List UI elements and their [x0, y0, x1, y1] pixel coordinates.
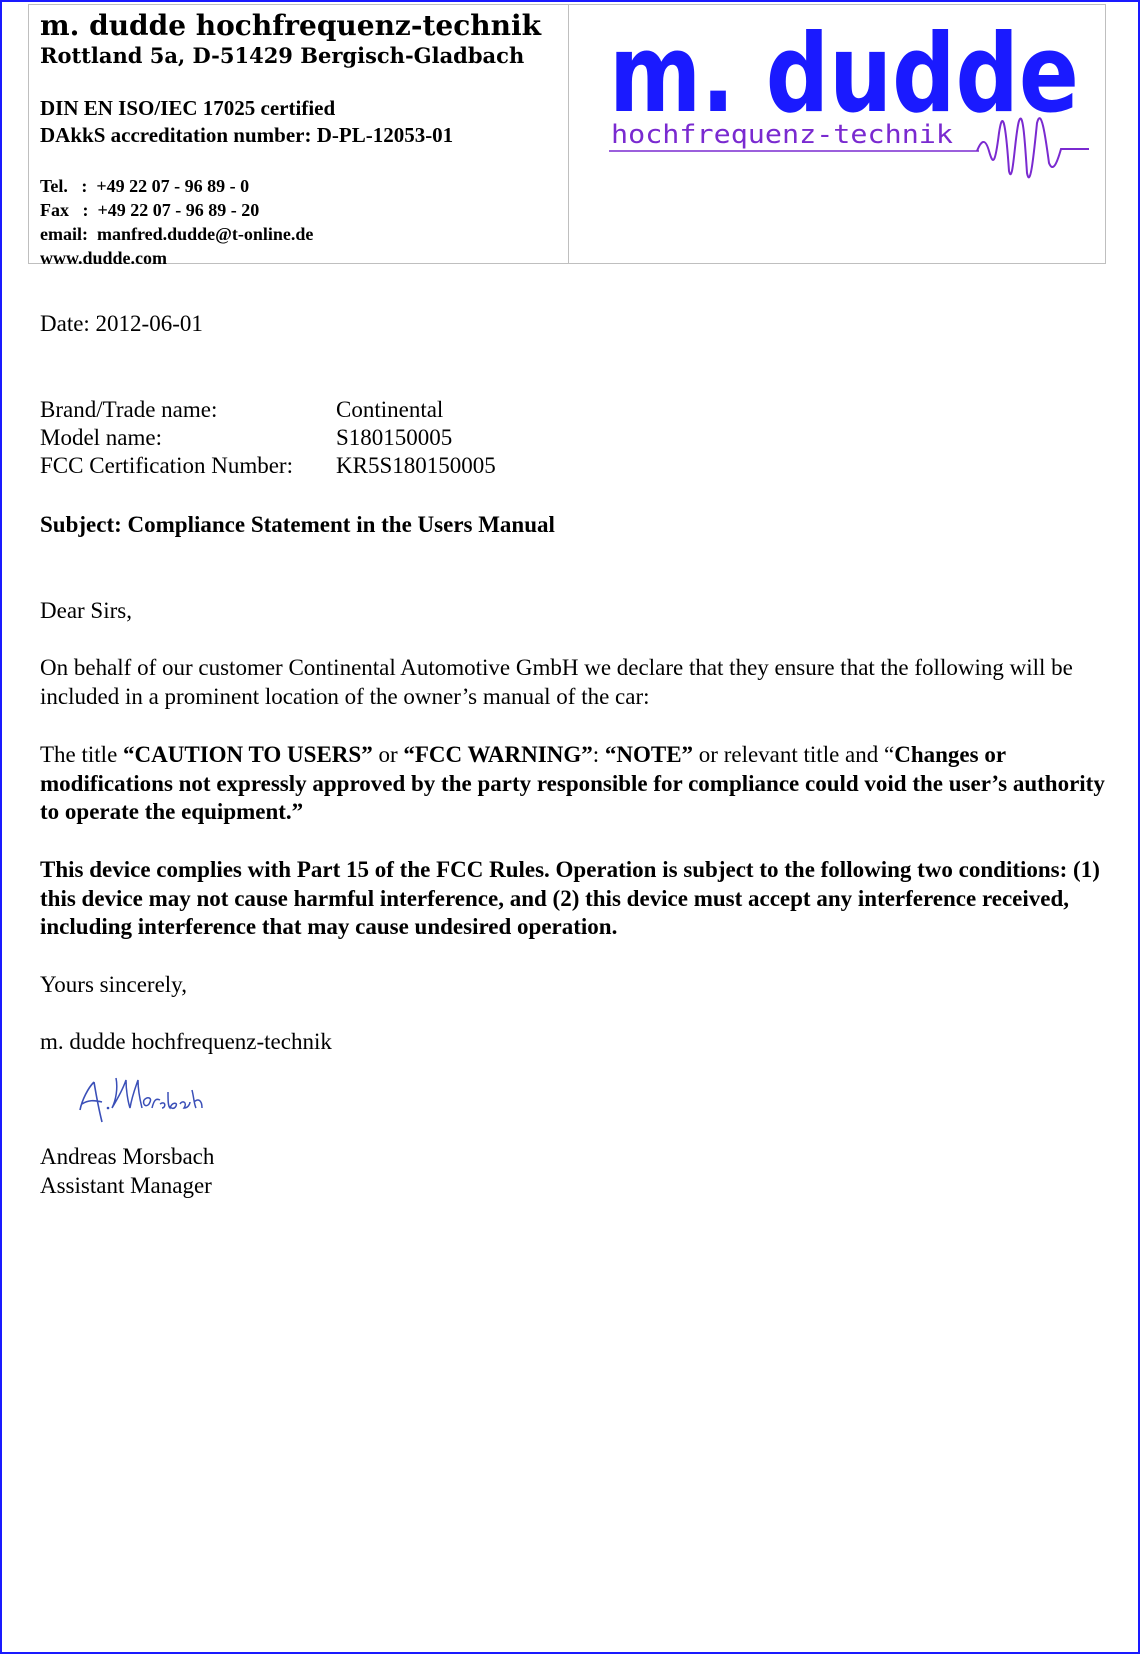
caution-text-2: or	[372, 742, 404, 767]
caution-title: “CAUTION TO USERS”	[123, 742, 373, 767]
caution-paragraph	[40, 741, 1110, 827]
brand-row	[40, 396, 496, 424]
spacer	[40, 149, 568, 174]
letter-date: Date: 2012-06-01	[40, 311, 203, 336]
caution-text-1: The title	[40, 742, 124, 767]
intro-paragraph: On behalf of our customer Continental Automotive GmbH we declare that they ensure that the following will be included in a prominent location of the owner’s manual of the car:	[40, 655, 1073, 709]
fcc-number-value: KR5S180150005	[336, 453, 496, 478]
letter-subject: Subject: Compliance Statement in the Users Manual	[40, 512, 555, 537]
product-info	[40, 396, 496, 480]
model-label: Model name:	[40, 425, 162, 450]
signoff-company: m. dudde hochfrequenz-technik	[40, 1029, 332, 1054]
iso-certification: DIN EN ISO/IEC 17025 certified	[40, 96, 336, 120]
closing: Yours sincerely,	[40, 972, 187, 997]
logo-sub-text: hochfrequenz-technik	[611, 120, 954, 150]
company-logo	[609, 13, 1089, 183]
letterhead	[28, 4, 1106, 268]
phone-number: Tel. : +49 22 07 - 96 89 - 0	[40, 176, 250, 196]
fax-number: Fax : +49 22 07 - 96 89 - 20	[40, 200, 260, 220]
caution-text-4: or relevant title and “	[693, 742, 895, 767]
model-value: S180150005	[336, 425, 453, 450]
handwritten-signature	[72, 1070, 212, 1130]
fcc-number-label: FCC Certification Number:	[40, 453, 293, 478]
brand-label: Brand/Trade name:	[40, 397, 218, 422]
dakks-accreditation: DAkkS accreditation number: D-PL-12053-01	[40, 123, 454, 147]
logo-main-text: m. dudde	[609, 13, 1079, 137]
fcc-warning-title: “FCC WARNING”	[403, 742, 593, 767]
salutation: Dear Sirs,	[40, 598, 132, 623]
model-row	[40, 424, 496, 452]
letterhead-contact-block	[29, 5, 569, 268]
signer-name: Andreas Morsbach	[40, 1144, 215, 1169]
signer-title: Assistant Manager	[40, 1173, 212, 1198]
caution-text-3: :	[592, 742, 605, 767]
modification-warning: Changes or modifications not expressly approved by the party responsible for compliance could void the user’s authority to operate the equipment.”	[40, 742, 1105, 824]
email-address: email: manfred.dudde@t-online.de	[40, 224, 314, 244]
company-name: m. dudde hochfrequenz-technik	[40, 9, 542, 42]
note-title: “NOTE”	[604, 742, 694, 767]
website: www.dudde.com	[40, 248, 168, 268]
company-address: Rottland 5a, D-51429 Bergisch-Gladbach	[40, 43, 525, 68]
letterhead-logo-cell	[569, 5, 1105, 263]
fcc-compliance-statement: This device complies with Part 15 of the FCC Rules. Operation is subject to the following two conditions: (1) this device may not cause harmful interference, and (2) this device must accept any interference received, including interference that may cause undesired operation.	[40, 857, 1100, 939]
fcc-number-row	[40, 452, 496, 480]
brand-value: Continental	[336, 397, 444, 422]
